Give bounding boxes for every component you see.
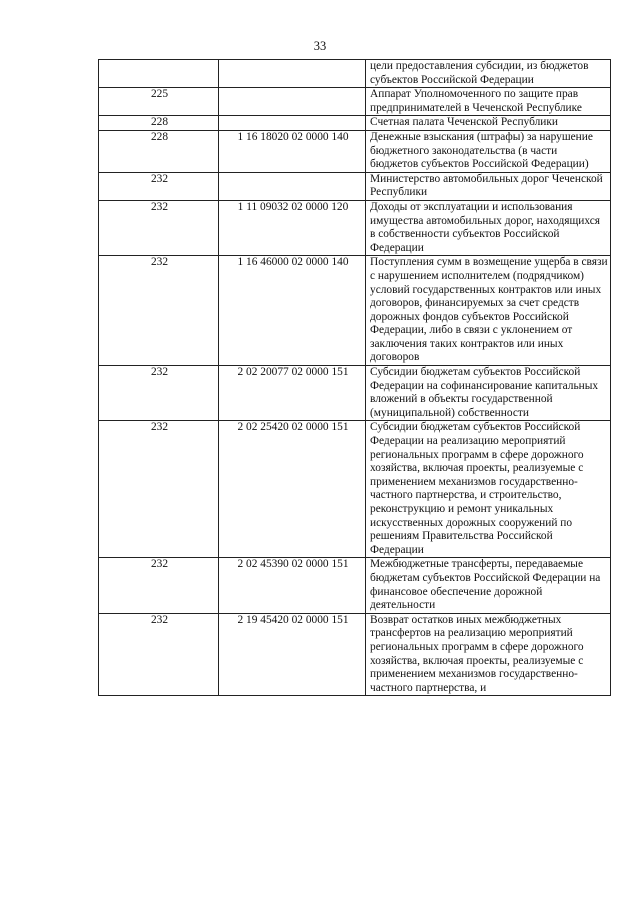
table-row	[99, 366, 611, 421]
admin-code-cell: 232	[99, 172, 219, 200]
table-row	[99, 256, 611, 366]
revenue-name-cell: Поступления сумм в возмещение ущерба в связи с нарушением исполнителем (подрядчиком) условий государственных контрактов или иных договоров, финансируемых за счет средств дорожных фондов субъектов Российской Федерации, либо в связи с уклонением от заключения таких контрактов или иных договоров	[366, 256, 611, 366]
table-row	[99, 613, 611, 696]
budget-code-cell: 2 02 45390 02 0000 151	[219, 558, 366, 613]
budget-code-cell: 1 16 18020 02 0000 140	[219, 130, 366, 172]
admin-code-cell: 232	[99, 200, 219, 255]
budget-code-cell: 1 11 09032 02 0000 120	[219, 200, 366, 255]
budget-code-cell: 2 19 45420 02 0000 151	[219, 613, 366, 696]
revenue-name-cell: Субсидии бюджетам субъектов Российской Федерации на реализацию мероприятий региональных программ в сфере дорожного хозяйства, включая проекты, реализуемые с применением механизмов государственно-частного партнерства, и строительство, реконструкцию и ремонт уникальных искусственных дорожных сооружений по решениям Правительства Российской Федерации	[366, 421, 611, 558]
admin-code-cell: 232	[99, 366, 219, 421]
budget-code-cell: 2 02 20077 02 0000 151	[219, 366, 366, 421]
table-row	[99, 60, 611, 88]
revenue-name-cell: Аппарат Уполномоченного по защите прав предпринимателей в Чеченской Республике	[366, 88, 611, 116]
revenue-name-cell: цели предоставления субсидии, из бюджетов субъектов Российской Федерации	[366, 60, 611, 88]
table-row	[99, 421, 611, 558]
budget-code-cell	[219, 172, 366, 200]
admin-code-cell: 232	[99, 558, 219, 613]
admin-code-cell: 228	[99, 116, 219, 131]
table-row	[99, 116, 611, 131]
table-row	[99, 88, 611, 116]
revenue-name-cell: Возврат остатков иных межбюджетных трансфертов на реализацию мероприятий региональных программ в сфере дорожного хозяйства, включая проекты, реализуемые с применением механизмов государственно-частного партнерства, и	[366, 613, 611, 696]
admin-code-cell: 225	[99, 88, 219, 116]
budget-code-cell: 2 02 25420 02 0000 151	[219, 421, 366, 558]
table-row	[99, 200, 611, 255]
table-row	[99, 558, 611, 613]
budget-code-cell: 1 16 46000 02 0000 140	[219, 256, 366, 366]
budget-code-cell	[219, 60, 366, 88]
revenue-name-cell: Доходы от эксплуатации и использования имущества автомобильных дорог, находящихся в собственности субъектов Российской Федерации	[366, 200, 611, 255]
revenue-name-cell: Субсидии бюджетам субъектов Российской Федерации на софинансирование капитальных вложений в объекты государственной (муниципальной) собственности	[366, 366, 611, 421]
admin-code-cell: 228	[99, 130, 219, 172]
revenue-name-cell: Денежные взыскания (штрафы) за нарушение бюджетного законодательства (в части бюджетов субъектов Российской Федерации)	[366, 130, 611, 172]
page-number: 33	[313, 39, 327, 53]
revenue-codes-table	[98, 59, 611, 696]
admin-code-cell	[99, 60, 219, 88]
table-row	[99, 172, 611, 200]
table-row	[99, 130, 611, 172]
admin-code-cell: 232	[99, 421, 219, 558]
admin-code-cell: 232	[99, 256, 219, 366]
revenue-name-cell: Межбюджетные трансферты, передаваемые бюджетам субъектов Российской Федерации на финансовое обеспечение дорожной деятельности	[366, 558, 611, 613]
budget-code-cell	[219, 88, 366, 116]
admin-code-cell: 232	[99, 613, 219, 696]
revenue-name-cell: Счетная палата Чеченской Республики	[366, 116, 611, 131]
revenue-name-cell: Министерство автомобильных дорог Чеченской Республики	[366, 172, 611, 200]
budget-code-cell	[219, 116, 366, 131]
